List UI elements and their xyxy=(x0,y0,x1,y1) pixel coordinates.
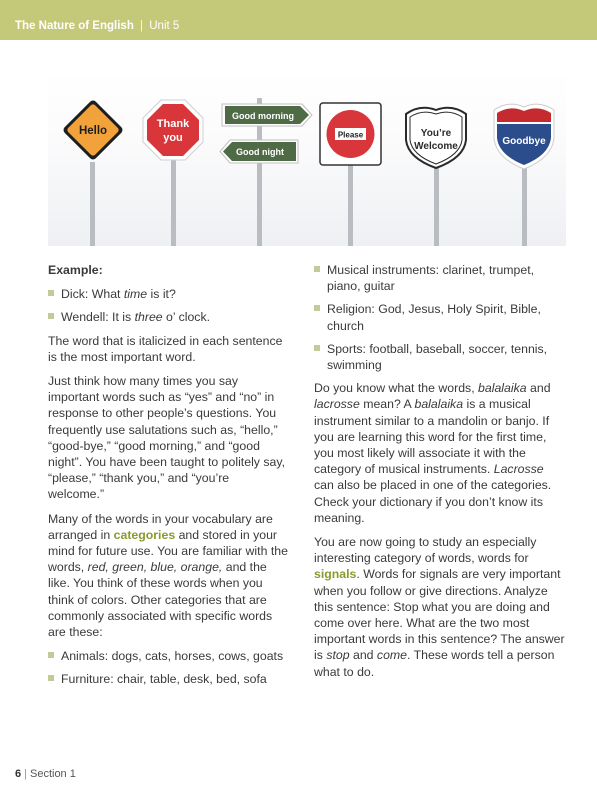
category-item: Furniture: chair, table, desk, bed, sofa xyxy=(48,671,288,687)
vocabulary-term: categories xyxy=(113,527,176,542)
bullet-square-icon xyxy=(48,313,54,319)
good-night-sign-text: Good night xyxy=(236,147,284,157)
body-paragraph: Just think how many times you say important words such as “yes” and “no” in response to other people’s questions. You frequently use salutations such as, “hello,” “good-bye,” “good morning,” and “good night”. You have been taught to politely say, “please,” “thank you,” and “you’re welcome.” xyxy=(48,374,286,502)
direction-signs xyxy=(220,98,312,246)
running-header xyxy=(15,20,179,32)
header-separator: | xyxy=(140,20,144,32)
hello-sign xyxy=(62,99,124,246)
page-number: 6 xyxy=(15,768,22,780)
body-paragraph: You are now going to study an especially interesting category of words, words for signals. Words for signals are very important when you follow or give directions. Analyze this sentence: Stop what you are doing and come over here. What are the two most important words in this sentence? The answer is stop and come. These words tell a person what to do. xyxy=(314,535,565,679)
category-item: Sports: football, baseball, soccer, tennis, swimming xyxy=(314,341,566,373)
thank-you-sign-text-1: Thank xyxy=(156,118,190,130)
bullet-square-icon xyxy=(314,266,320,272)
hello-sign-text: Hello xyxy=(78,125,108,137)
body-paragraph: The word that is italicized in each sentence is the most important word. xyxy=(48,333,283,364)
youre-welcome-sign-text-1: You’re xyxy=(420,128,452,139)
left-column xyxy=(48,262,288,695)
bullet-square-icon xyxy=(48,652,54,658)
thank-you-sign-text-2: you xyxy=(163,132,183,144)
goodbye-sign-text: Goodbye xyxy=(502,136,546,147)
youre-welcome-sign xyxy=(406,108,466,246)
right-column xyxy=(314,262,566,688)
thank-you-sign xyxy=(143,100,203,246)
please-sign-text: Please xyxy=(337,130,364,140)
example-item: Wendell: It is three o’ clock. xyxy=(48,309,288,325)
page-footer xyxy=(15,768,76,780)
category-item: Musical instruments: clarinet, trumpet, piano, guitar xyxy=(314,262,566,294)
bullet-square-icon xyxy=(48,290,54,296)
bullet-square-icon xyxy=(314,345,320,351)
footer-separator: | xyxy=(24,768,27,780)
category-item: Religion: God, Jesus, Holy Spirit, Bible, church xyxy=(314,301,566,333)
unit-label: Unit 5 xyxy=(149,20,180,32)
example-item: Dick: What time is it? xyxy=(48,286,288,302)
bullet-square-icon xyxy=(48,675,54,681)
section-label: Section 1 xyxy=(29,768,76,780)
body-paragraph: Do you know what the words, balalaika and lacrosse mean? A balalaika is a musical instrument similar to a mandolin or banjo. If you are learning this word for the first time, you most likely will associate it with the category of musical instruments. Lacrosse can also be placed in one of the categories. Check your dictionary if you don’t know its meaning. xyxy=(314,381,552,525)
youre-welcome-sign-text-2: Welcome xyxy=(414,141,458,152)
vocabulary-term: signals xyxy=(314,567,357,582)
bullet-square-icon xyxy=(314,305,320,311)
category-item: Animals: dogs, cats, horses, cows, goats xyxy=(48,648,288,664)
book-title: The Nature of English xyxy=(15,20,134,32)
header-bar xyxy=(0,0,597,40)
goodbye-sign xyxy=(494,104,554,246)
please-sign xyxy=(320,103,381,246)
good-morning-sign-text: Good morning xyxy=(232,111,294,121)
example-heading: Example: xyxy=(48,263,103,277)
greeting-signs-illustration xyxy=(48,70,566,246)
body-paragraph: Many of the words in your vocabulary are arranged in categories and stored in your mind for future use. You are familiar with the words, red, green, blue, orange, and the like. You think of these words when you think of colors. Other categories that are commonly associated with specific words are these: xyxy=(48,511,288,640)
